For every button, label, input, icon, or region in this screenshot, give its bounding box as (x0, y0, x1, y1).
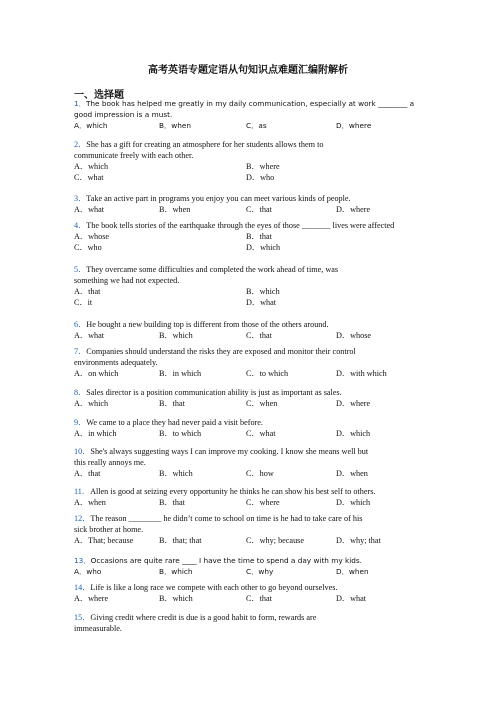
question-text: Giving credit where credit is due is a good habit to form, rewards are (90, 613, 317, 622)
answer-option[interactable]: A．That; because (74, 536, 134, 545)
options-row (74, 398, 434, 409)
answer-option[interactable]: D．why; that (336, 536, 381, 545)
question-number: 11． (74, 487, 91, 496)
question-stem (74, 582, 434, 593)
answer-option[interactable]: A．which (74, 162, 109, 171)
question-1 (74, 98, 434, 131)
answer-option[interactable]: B．to which (159, 429, 202, 438)
question-number: 14． (74, 583, 91, 592)
question-stem (74, 513, 434, 524)
question-5 (74, 264, 434, 308)
question-text: They overcame some difficulties and completed the work ahead of time, was (86, 265, 339, 274)
options-row (74, 468, 434, 479)
answer-option[interactable]: D．which (336, 498, 371, 507)
answer-option[interactable]: A．who (74, 567, 102, 576)
answer-option[interactable]: B．when (159, 121, 192, 130)
answer-option[interactable]: C．why; because (246, 536, 304, 545)
answer-option[interactable]: B．which (159, 469, 193, 478)
answer-option[interactable]: B．which (159, 567, 193, 576)
answer-option[interactable]: A．that (74, 287, 101, 296)
question-text: Occasions are quite rare ____ I have the time to spend a day with my kids. (90, 556, 362, 565)
question-stem (74, 387, 434, 398)
answer-option[interactable]: A．when (74, 498, 106, 507)
question-text: Allen is good at seizing every opportunity he thinks he can show his best self to others. (90, 487, 376, 496)
options-row (74, 330, 434, 341)
question-stem (74, 319, 434, 330)
question-stem (74, 220, 434, 231)
question-text: something we had not expected. (74, 276, 180, 285)
question-4 (74, 220, 434, 253)
answer-option[interactable]: C．that (246, 594, 272, 603)
answer-option[interactable]: B．where (246, 162, 280, 171)
question-stem-continued (74, 357, 434, 368)
question-text: We came to a place they had never paid a visit before. (86, 418, 263, 427)
options-row (74, 161, 434, 172)
question-stem (74, 264, 434, 275)
answer-option[interactable]: D．what (336, 594, 367, 603)
question-13 (74, 555, 434, 577)
options-row (74, 428, 434, 439)
question-text: Life is like a long race we compete with each other to go beyond ourselves. (90, 583, 338, 592)
question-3 (74, 193, 434, 215)
question-text: communicate freely with each other. (74, 151, 194, 160)
answer-option[interactable]: C．who (74, 243, 102, 252)
answer-option[interactable]: B．which (159, 594, 193, 603)
answer-option[interactable]: D．where (336, 399, 371, 408)
answer-option[interactable]: D．whose (336, 331, 372, 340)
options-row (74, 172, 434, 183)
question-text: Companies should understand the risks they are exposed and monitor their control (86, 347, 356, 356)
answer-option[interactable]: C．to which (246, 369, 289, 378)
question-text: She's always suggesting ways I can improve my cooking. I know she means well but (90, 447, 369, 456)
answer-option[interactable]: C．how (246, 469, 274, 478)
question-stem (74, 139, 434, 150)
question-15 (74, 612, 434, 634)
answer-option[interactable]: C．when (246, 399, 278, 408)
question-text: this really annoys me. (74, 458, 146, 467)
question-text: Take an active part in programs you enjoy you can meet various kinds of people. (86, 194, 351, 203)
question-number: 5． (74, 265, 87, 274)
question-8 (74, 387, 434, 409)
answer-option[interactable]: D．with which (336, 369, 387, 378)
question-10 (74, 446, 434, 479)
question-text: environments adequately. (74, 358, 158, 367)
question-stem-continued (74, 275, 434, 286)
answer-option[interactable]: D．where (336, 205, 371, 214)
answer-option[interactable]: D．which (336, 429, 371, 438)
answer-option[interactable]: C．why (246, 567, 274, 576)
question-text: The book has helped me greatly in my daily communication, especially at work ________ a (85, 99, 415, 108)
answer-option[interactable]: B．in which (159, 369, 202, 378)
answer-option[interactable]: A．which (74, 121, 108, 130)
answer-option[interactable]: B．that (159, 399, 185, 408)
question-number: 1． (74, 99, 86, 108)
question-14 (74, 582, 434, 604)
answer-option[interactable]: A．which (74, 399, 109, 408)
options-row (74, 497, 434, 508)
options-row (74, 242, 434, 253)
question-number: 8． (74, 388, 87, 397)
answer-option[interactable]: A．where (74, 594, 109, 603)
question-stem-continued (74, 524, 434, 535)
options-row (74, 231, 434, 242)
answer-option[interactable]: B．which (159, 331, 193, 340)
question-stem-continued (74, 623, 434, 634)
question-stem (74, 555, 434, 566)
options-row (74, 204, 434, 215)
question-12 (74, 513, 434, 546)
question-number: 2． (74, 140, 87, 149)
section-heading: 一、选择题 (74, 90, 124, 101)
question-9 (74, 417, 434, 439)
answer-option[interactable]: B．which (246, 287, 280, 296)
answer-option[interactable]: B．when (159, 205, 191, 214)
answer-option[interactable]: A．what (74, 205, 105, 214)
answer-option[interactable]: A．on which (74, 369, 119, 378)
question-text: He bought a new building top is different from those of the others around. (86, 320, 329, 329)
question-number: 6． (74, 320, 87, 329)
answer-option[interactable]: C．what (74, 173, 104, 182)
answer-option[interactable]: C．that (246, 331, 272, 340)
question-6 (74, 319, 434, 341)
question-text: The book tells stories of the earthquake through the eyes of those _______ lives were affected (86, 221, 395, 230)
question-text: The reason ________ he didn’t come to school on time is he had to take care of his (90, 514, 363, 523)
answer-option[interactable]: D．when (336, 567, 369, 576)
answer-option[interactable]: B．that (159, 498, 185, 507)
options-row (74, 535, 434, 546)
answer-option[interactable]: D．who (246, 173, 275, 182)
question-number: 12． (74, 514, 91, 523)
options-row (74, 593, 434, 604)
question-stem (74, 417, 434, 428)
question-stem (74, 98, 434, 109)
question-number: 10． (74, 447, 91, 456)
question-stem (74, 612, 434, 623)
question-stem-continued (74, 109, 434, 120)
question-number: 13． (74, 556, 91, 565)
answer-option[interactable]: A．in which (74, 429, 117, 438)
question-stem (74, 346, 434, 357)
question-number: 4． (74, 221, 87, 230)
answer-option[interactable]: D．when (336, 469, 368, 478)
answer-option[interactable]: C．as (246, 121, 267, 130)
answer-option[interactable]: D．where (336, 121, 372, 130)
answer-option[interactable]: A．that (74, 469, 101, 478)
options-row (74, 368, 434, 379)
question-number: 3． (74, 194, 87, 203)
options-row (74, 286, 434, 297)
answer-option[interactable]: C．that (246, 205, 272, 214)
options-row (74, 566, 434, 577)
answer-option[interactable]: A．what (74, 331, 105, 340)
answer-option[interactable]: C．where (246, 498, 280, 507)
question-number: 9． (74, 418, 87, 427)
answer-option[interactable]: B．that; that (159, 536, 202, 545)
question-text: immeasurable. (74, 624, 122, 633)
question-text: good impression is a must. (74, 110, 173, 119)
question-stem-continued (74, 457, 434, 468)
question-7 (74, 346, 434, 379)
question-stem (74, 193, 434, 204)
answer-option[interactable]: B．that (246, 232, 272, 241)
question-stem-continued (74, 150, 434, 161)
document-title: 高考英语专题定语从句知识点难题汇编附解析 (148, 65, 348, 76)
answer-option[interactable]: D．which (246, 243, 281, 252)
answer-option[interactable]: D．what (246, 298, 277, 307)
question-text: Sales director is a position communication ability is just as important as sales. (86, 388, 342, 397)
options-row (74, 120, 434, 131)
answer-option[interactable]: C．what (246, 429, 276, 438)
question-text: She has a gift for creating an atmosphere for her students allows them to (86, 140, 324, 149)
question-stem (74, 446, 434, 457)
question-2 (74, 139, 434, 183)
question-11 (74, 486, 434, 508)
question-number: 7． (74, 347, 87, 356)
answer-option[interactable]: C．it (74, 298, 93, 307)
options-row (74, 297, 434, 308)
question-text: sick brother at home. (74, 525, 144, 534)
question-number: 15． (74, 613, 91, 622)
question-stem (74, 486, 434, 497)
answer-option[interactable]: A．whose (74, 232, 110, 241)
